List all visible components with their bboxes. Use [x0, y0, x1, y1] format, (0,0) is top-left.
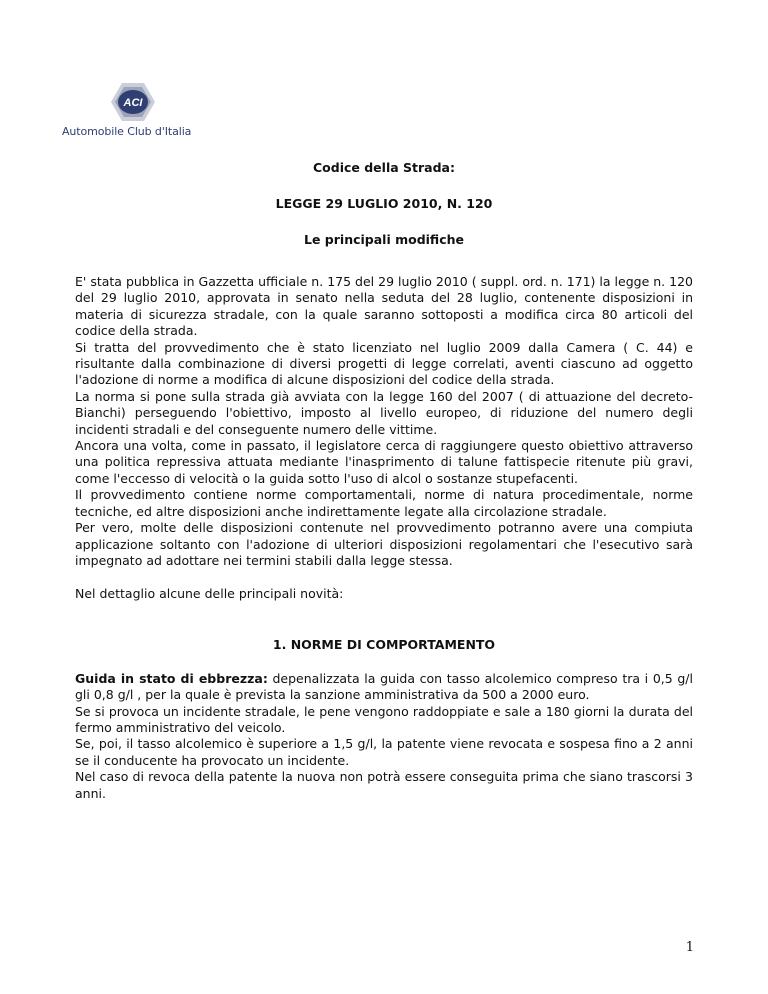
intro-paragraph: Per vero, molte delle disposizioni contenute nel provvedimento potranno avere una compiuta applicazione soltanto con l'adozione di ulteriori disposizioni regolamentari che l'esecutivo sarà impegnato ad adottare nei termini stabili dalla legge stessa. [75, 520, 693, 568]
org-name: Automobile Club d'Italia [62, 125, 192, 138]
section-first-text: depenalizzata la guida con tasso alcolemico compreso tra i 0,5 g/l gli 0,8 g/l , per la quale è prevista la sanzione amministrativa da 500 a 2000 euro. [75, 670, 693, 703]
section-paragraph: Se, poi, il tasso alcolemico è superiore a 1,5 g/l, la patente viene revocata e sospesa fino a 2 anni se il conducente ha provocato un incidente. [75, 736, 693, 768]
document-body [75, 160, 693, 802]
intro-paragraph: La norma si pone sulla strada già avviata con la legge 160 del 2007 ( di attuazione del decreto-Bianchi) perseguendo l'obiettivo, imposto al livello europeo, di riduzione del numero degli incidenti stradali e del conseguente numero delle vittime. [75, 388, 693, 437]
intro-paragraph: E' stata pubblica in Gazzetta ufficiale n. 175 del 29 luglio 2010 ( suppl. ord. n. 171) la legge n. 120 del 29 luglio 2010, approvata in senato nella seduta del 28 luglio, contenente disposizioni in materia di sicurezza stradale, con la quale saranno sottoposti a modifica circa 80 articoli del codice della strada. [75, 274, 693, 339]
section-paragraph [75, 671, 693, 704]
intro-paragraph: Il provvedimento contiene norme comportamentali, norme di natura procedimentale, norme tecniche, ed altre disposizioni anche indirettamente legate alla circolazione stradale. [75, 487, 693, 519]
section-paragraph: Se si provoca un incidente stradale, le pene vengono raddoppiate e sale a 180 giorni la durata del fermo amministrativo del veicolo. [75, 703, 693, 735]
aci-logo [62, 82, 232, 142]
novita-intro: Nel dettaglio alcune delle principali novità: [75, 586, 344, 602]
section-heading: 1. NORME DI COMPORTAMENTO [272, 636, 496, 652]
section-label: Guida in stato di ebbrezza: [75, 670, 268, 686]
section-body [75, 671, 693, 802]
law-reference: LEGGE 29 LUGLIO 2010, N. 120 [275, 196, 493, 211]
intro-paragraph: Si tratta del provvedimento che è stato licenziato nel luglio 2009 dalla Camera ( C. 44) e risultante dalla combinazione di diversi progetti di legge correlati, aventi ciascuno ad oggetto l'adozione di norme a modifica di alcune disposizioni del codice della strada. [75, 339, 693, 388]
section-paragraph: Nel caso di revoca della patente la nuova non potrà essere conseguita prima che siano trascorsi 3 anni. [75, 769, 693, 801]
aci-emblem-icon [110, 82, 156, 122]
intro-block [75, 274, 693, 569]
document-title: Codice della Strada: [313, 160, 455, 175]
aci-emblem-text: ACI [123, 97, 143, 109]
page-number: 1 [685, 940, 694, 955]
document-subtitle: Le principali modifiche [304, 232, 464, 247]
intro-paragraph: Ancora una volta, come in passato, il legislatore cerca di raggiungere questo obiettivo attraverso una politica repressiva attuata mediante l'inasprimento di talune fattispecie ritenute più gravi, come l'eccesso di velocità o la guida sotto l'uso di alcol o sostanze stupefacenti. [75, 438, 693, 486]
